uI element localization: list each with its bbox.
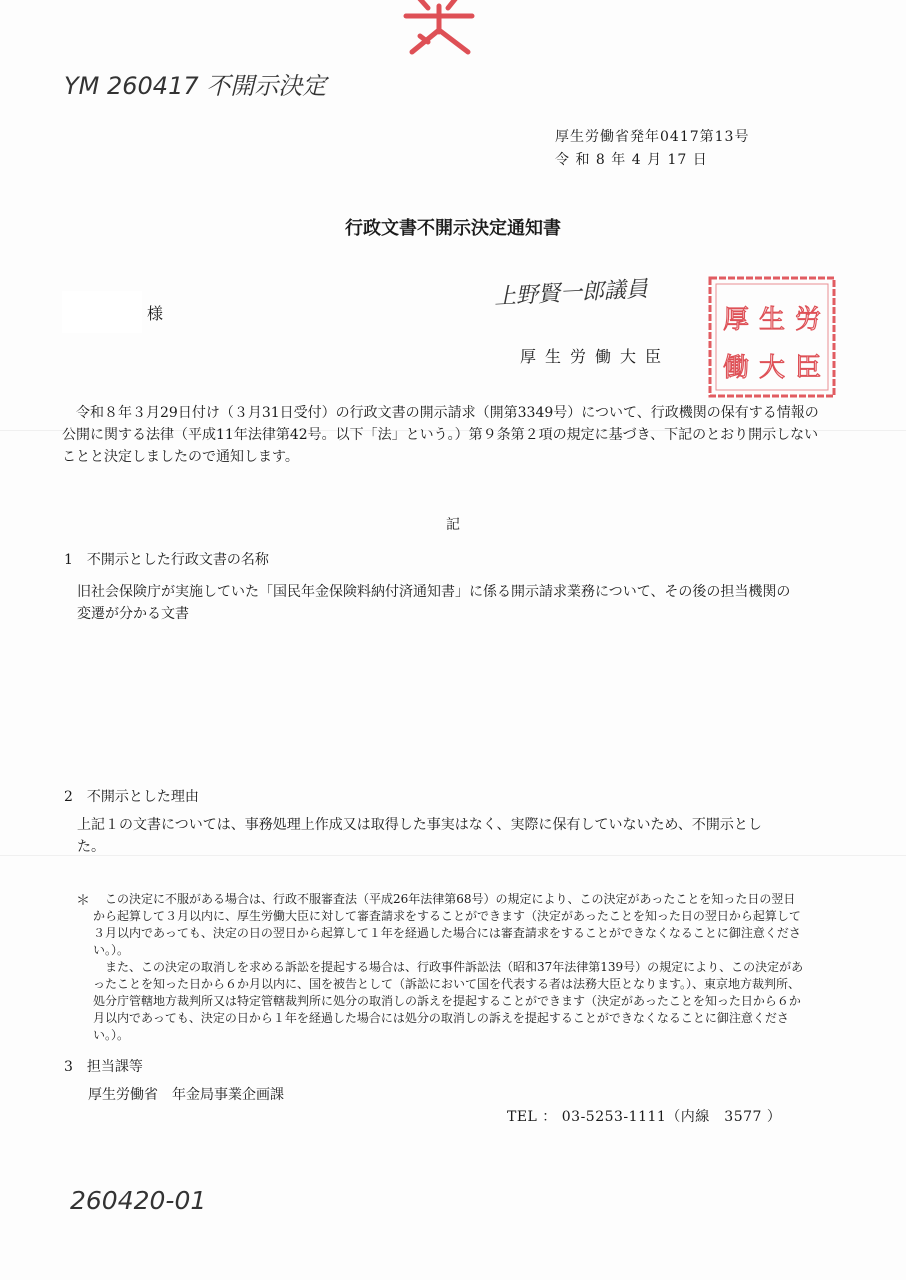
handwritten-addressee: 上野賢一郎議員 <box>493 276 649 310</box>
note-marker: ＊ <box>76 893 90 909</box>
document-date: 令 和 8 年 4 月 17 日 <box>555 152 708 168</box>
redacted-recipient-name <box>62 291 142 333</box>
official-seal <box>702 272 842 402</box>
seal-char: 大 <box>758 353 786 383</box>
appeal-notice <box>93 891 807 1044</box>
appeal-notice-review: この決定に不服がある場合は、行政不服審査法（平成26年法律第68号）の規定により、この決定があったことを知った日の翌日から起算して３月以内に、厚生労働大臣に対して審査請求をすることができます（決定があったことを知った日の翌日から起算して３月以内であっても、決定の日の翌日から起算して１年を経過した場合には審査請求をすることができなくなることに御注意ください。）。 <box>93 892 801 957</box>
document-number: 厚生労働省発年0417第13号 <box>555 129 750 145</box>
seal-char: 働 <box>722 353 750 383</box>
sender-name: 厚生労働大臣 <box>520 347 671 366</box>
handwritten-filing-number: 260420-01 <box>70 1186 207 1215</box>
contact-telephone: TEL ： 03-5253-1111（内線 3577 ） <box>507 1109 782 1125</box>
seal-char: 臣 <box>794 353 822 383</box>
receipt-stamp <box>398 0 480 60</box>
seal-char: 労 <box>794 305 822 335</box>
ki-marker: 記 <box>446 517 460 533</box>
document-title: 行政文書不開示決定通知書 <box>345 218 561 239</box>
section-2-text: 上記１の文書については、事務処理上作成又は取得した事実はなく、実際に保有していないため、不開示とした。 <box>77 817 762 855</box>
seal-char: 生 <box>758 305 786 335</box>
notice-body: 令和８年３月29日付け（３月31日受付）の行政文書の開示請求（開第3349号）について、行政機関の保有する情報の公開に関する法律（平成11年法律第42号。以下「法」という。）第９条第２項の規定に基づき、下記のとおり開示しないことと決定しましたので通知します。 <box>62 405 819 465</box>
seal-char: 厚 <box>722 305 750 335</box>
section-3-heading: 3 担当課等 <box>64 1059 143 1075</box>
handwritten-reference-note: YM 260417 不開示決定 <box>64 72 327 100</box>
section-2-heading: 2 不開示とした理由 <box>64 789 199 805</box>
section-1-text: 旧社会保険庁が実施していた「国民年金保険料納付済通知書」に係る開示請求業務について、その後の担当機関の変遷が分かる文書 <box>77 584 791 622</box>
section-1-heading: 1 不開示とした行政文書の名称 <box>64 552 269 568</box>
appeal-notice-litigation: また、この決定の取消しを求める訴訟を提起する場合は、行政事件訴訟法（昭和37年法律第139号）の規定により、この決定があったことを知った日から６か月以内に、国を被告として（訴訟において国を代表する者は法務大臣となります。）、東京地方裁判所、処分庁管轄地方裁判所又は特定管轄裁判所に処分の取消しの訴えを提起することができます（決定があったことを知った日から６か月以内であっても、決定の日から１年を経過した場合には処分の取消しの訴えを提起することができなくなることに御注意ください。）。 <box>93 960 804 1042</box>
recipient-honorific: 様 <box>147 304 164 323</box>
contact-department: 厚生労働省 年金局事業企画課 <box>88 1087 284 1103</box>
